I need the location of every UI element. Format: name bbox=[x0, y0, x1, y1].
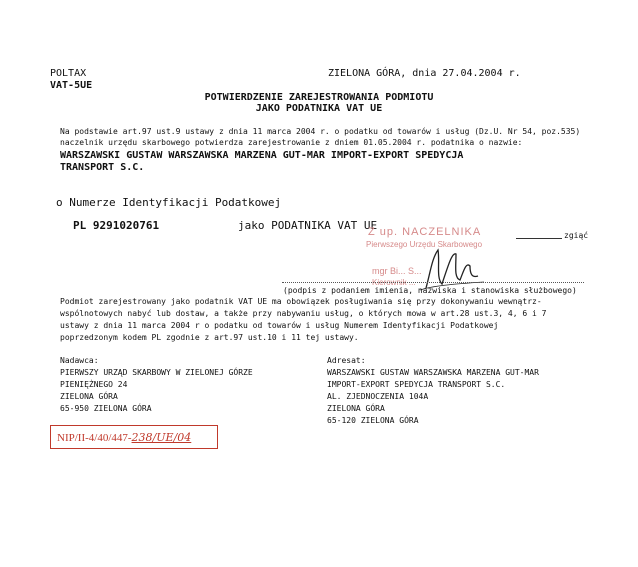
sender-label: Nadawca: bbox=[60, 356, 99, 365]
sender-line: 65-950 ZIELONA GÓRA bbox=[60, 404, 152, 413]
sender-line: ZIELONA GÓRA bbox=[60, 392, 118, 401]
official-stamp-line4: Kierownik ... bbox=[372, 278, 416, 287]
recipient-label: Adresat: bbox=[327, 356, 366, 365]
fold-mark-line bbox=[516, 238, 562, 239]
official-stamp-line2: Pierwszego Urzędu Skarbowego bbox=[366, 240, 483, 249]
obligation-line1: Podmiot zarejestrowany jako podatnik VAT UE ma obowiązek posługiwania się przy dokonywaniu wewnątrz- bbox=[60, 297, 542, 306]
document-title-line1: POTWIERDZENIE ZAREJESTROWANIA PODMIOTU bbox=[204, 92, 434, 103]
obligation-line2: wspólnotowych nabyć lub dostaw, a także przy nabywaniu usług, o których mowa w art.28 ust.3, 4, 6 i 7 bbox=[60, 309, 547, 318]
recipient-line: ZIELONA GÓRA bbox=[327, 404, 385, 413]
registry-number-handwritten: 238/UE/04 bbox=[131, 431, 192, 444]
signature-caption: (podpis z podaniem imienia, nazwiska i stanowiska służbowego) bbox=[283, 286, 577, 295]
taxpayer-name-line1: WARSZAWSKI GUSTAW WARSZAWSKA MARZENA GUT-MAR IMPORT-EXPORT SPEDYCJA bbox=[60, 150, 464, 161]
official-stamp-line3: mgr Bi... S... bbox=[372, 266, 422, 276]
recipient-line: WARSZAWSKI GUSTAW WARSZAWSKA MARZENA GUT-MAR bbox=[327, 368, 539, 377]
registry-number-stamp bbox=[50, 425, 218, 449]
obligation-line3: ustawy z dnia 11 marca 2004 r o podatku od towarów i usług Numerem Identyfikacji Podatkowej bbox=[60, 321, 499, 330]
nip-suffix: jako PODATNIKA VAT UE bbox=[238, 219, 378, 232]
signature-line bbox=[282, 282, 584, 283]
form-code-poltax: POLTAX bbox=[50, 68, 87, 79]
official-stamp-line1: Z up. NACZELNIKA bbox=[368, 226, 482, 238]
registry-number-printed: NIP/II-4/40/447- bbox=[57, 432, 132, 444]
recipient-line: AL. ZJEDNOCZENIA 104A bbox=[327, 392, 429, 401]
form-code-vat5ue: VAT-5UE bbox=[50, 80, 93, 91]
sender-line: PIERWSZY URZĄD SKARBOWY W ZIELONEJ GÓRZE bbox=[60, 368, 253, 377]
obligation-line4: poprzedzonym kodem PL zgodnie z art.97 ust.10 i 11 tej ustawy. bbox=[60, 333, 359, 342]
recipient-line: IMPORT-EXPORT SPEDYCJA TRANSPORT S.C. bbox=[327, 380, 506, 389]
nip-value: PL 9291020761 bbox=[73, 219, 160, 232]
fold-mark-label: zgiąć bbox=[564, 231, 589, 240]
intro-line2: naczelnik urzędu skarbowego potwierdza zarejestrowanie z dniem 01.05.2004 r. podatnika o nazwie: bbox=[60, 138, 523, 147]
taxpayer-name-line2: TRANSPORT S.C. bbox=[60, 162, 145, 173]
document-title-line2: JAKO PODATNIKA VAT UE bbox=[255, 103, 383, 114]
intro-line1: Na podstawie art.97 ust.9 ustawy z dnia 11 marca 2004 r. o podatku od towarów i usług (Dz.U. Nr 54, poz.535) bbox=[60, 127, 581, 136]
sender-line: PIENIĘŻNEGO 24 bbox=[60, 380, 128, 389]
nip-label: o Numerze Identyfikacji Podatkowej bbox=[56, 196, 282, 209]
place-date: ZIELONA GÓRA, dnia 27.04.2004 r. bbox=[328, 68, 521, 79]
recipient-line: 65-120 ZIELONA GÓRA bbox=[327, 416, 419, 425]
